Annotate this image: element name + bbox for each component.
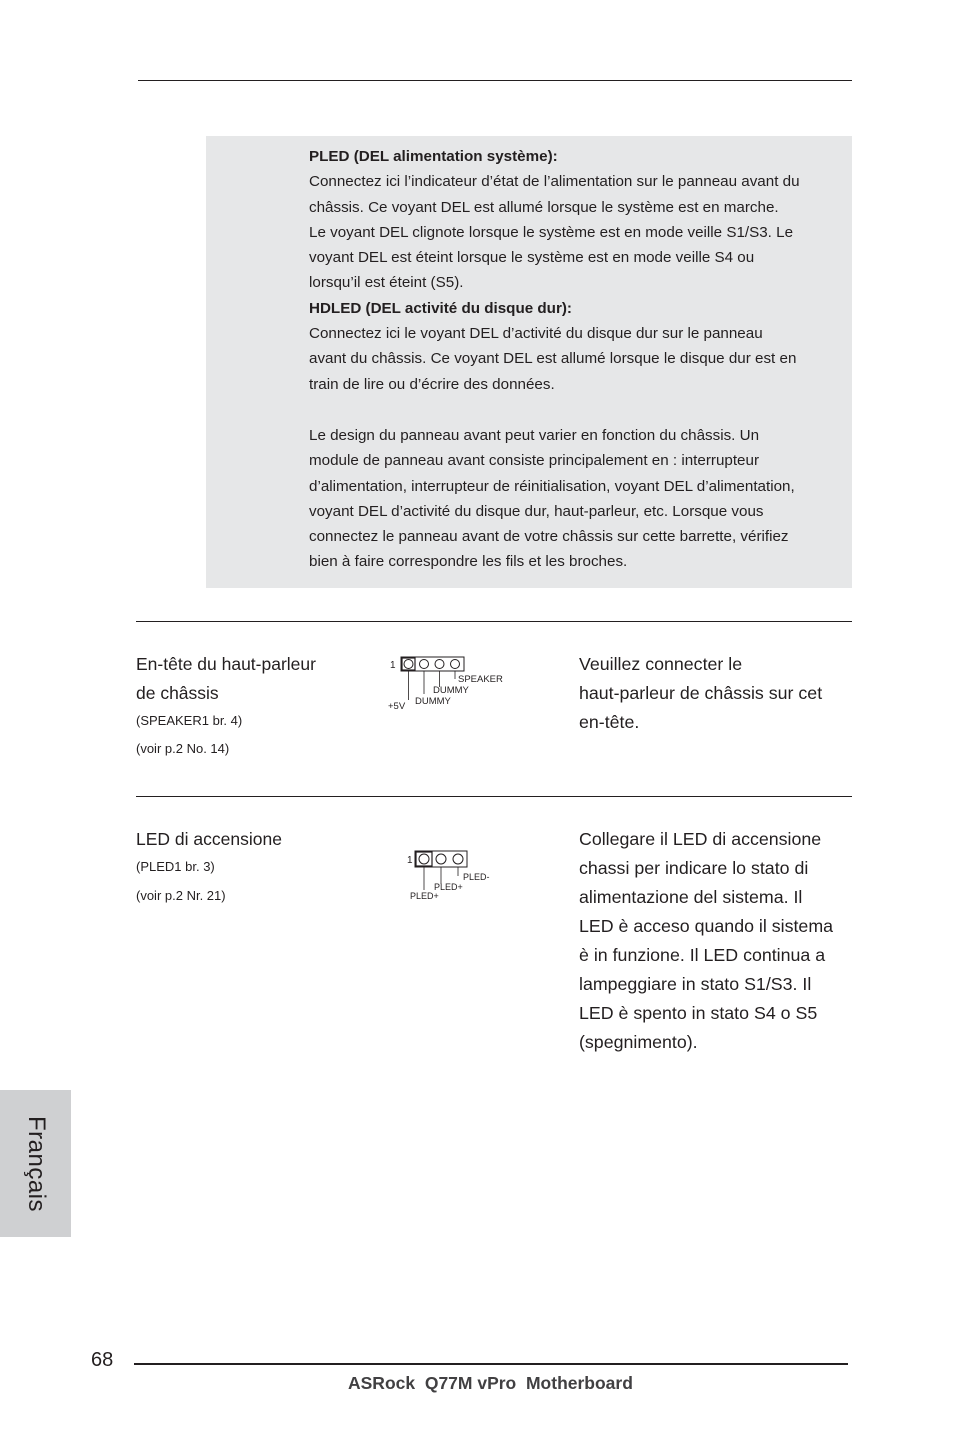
speaker-label-dummy1: DUMMY [433,685,469,696]
note-heading: PLED (DEL alimentation système): [309,148,558,165]
pled-desc-line: (spegnimento). [579,1032,698,1052]
speaker-spec: (SPEAKER1 br. 4) [136,713,243,728]
pled-desc-line: alimentazione del sistema. Il [579,887,803,907]
note-line: châssis. Ce voyant DEL est allumé lorsque le système est en marche. [309,198,779,216]
top-rule [138,80,852,81]
note-line: lorsqu’il est éteint (S5). [309,274,464,292]
note-line: Connectez ici l’indicateur d’état de l’alimentation sur le panneau avant du [309,173,800,191]
pled-label-minus: PLED- [463,872,490,882]
note-line: voyant DEL est éteint lorsque le système est en mode veille S4 ou [309,249,755,267]
pled-pin-2 [436,854,446,864]
speaker-desc-line: en-tête. [579,712,640,732]
note-line: avant du châssis. Ce voyant DEL est allumé lorsque le disque dur est en [309,350,797,368]
pled-ref: (voir p.2 Nr. 21) [136,888,226,903]
section-divider [136,621,852,622]
note-line: Connectez ici le voyant DEL d’activité du disque dur sur le panneau [309,325,763,343]
pled-desc-line: chassi per indicare lo stato di [579,858,809,878]
speaker-label-dummy2: DUMMY [415,696,451,707]
note-line: Le voyant DEL clignote lorsque le système est en mode veille S1/S3. Le [309,223,794,241]
pled-desc-line: Collegare il LED di accensione [579,829,822,849]
footer-rule [134,1363,848,1365]
speaker-label-speaker: SPEAKER [458,674,503,685]
note-line: Le design du panneau avant peut varier en fonction du châssis. Un [309,426,760,444]
speaker-pin-3 [435,660,444,669]
pled-desc-line: LED è acceso quando il sistema [579,916,834,936]
note-line: connectez le panneau avant de votre châssis sur cette barrette, vérifiez [309,528,789,546]
note-line: d’alimentation, interrupteur de réinitialisation, voyant DEL d’alimentation, [309,477,795,495]
note-line: train de lire ou d’écrire des données. [309,375,555,393]
pled-pin-1 [419,854,429,864]
note-heading: HDLED (DEL activité du disque dur): [309,299,572,317]
pled-label-plus1: PLED+ [434,882,463,892]
pled-description [579,825,833,1057]
pled-desc-line: lampeggiare in stato S1/S3. Il [579,974,812,994]
page-number: 68 [91,1349,114,1371]
speaker-header-diagram [386,652,516,714]
pled-header-outline [415,851,467,867]
pled-header-diagram [406,846,496,904]
note-line: module de panneau avant consiste principalement en : interrupteur [309,452,760,470]
note-line: voyant DEL d’activité du disque dur, haut-parleur, etc. Lorsque vous [309,502,764,520]
note-line [309,397,857,423]
pled-label-plus2: PLED+ [410,891,439,901]
speaker-pin-2 [420,660,429,669]
pled-title: LED di accensione [136,829,282,849]
pled-pin1-label: 1 [407,855,413,866]
pled-pin-3 [453,854,463,864]
pled-desc-line: è in funzione. Il LED continua a [579,945,826,965]
footer-product-name: ASRock Q77M vPro Motherboard [348,1373,633,1393]
speaker-pin-1 [404,660,413,669]
note-box-text [309,144,857,575]
speaker-title-line2: de châssis [136,683,219,703]
pled-spec: (PLED1 br. 3) [136,859,215,874]
pled-desc-line: LED è spento in stato S4 o S5 [579,1003,818,1023]
speaker-ref: (voir p.2 No. 14) [136,741,230,756]
speaker-title-line1: En-tête du haut-parleur [136,654,316,674]
note-line: bien à faire correspondre les fils et les broches. [309,553,628,571]
section-divider [136,796,852,797]
speaker-desc-line: Veuillez connecter le [579,654,743,674]
language-side-tab [0,1090,71,1237]
speaker-pin-4 [451,660,460,669]
speaker-pin1-label: 1 [390,660,396,671]
language-tab-label: Français [22,1115,50,1212]
speaker-label-5v: +5V [388,701,406,712]
speaker-desc-line: haut-parleur de châssis sur cet [579,683,823,703]
speaker-description [579,650,822,737]
